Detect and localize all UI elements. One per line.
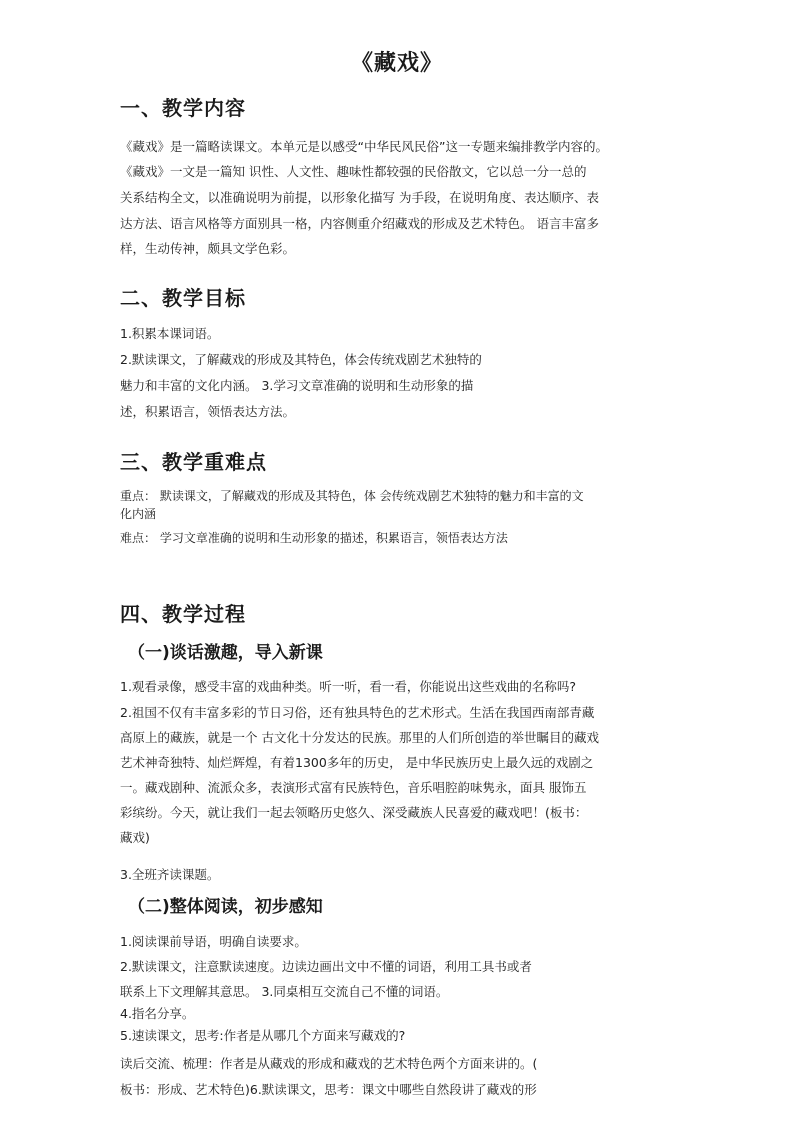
- key-point-line: 化内涵: [120, 507, 157, 521]
- section-heading-process: 四、教学过程: [120, 602, 246, 626]
- section-heading-key-points: 三、教学重难点: [120, 450, 267, 474]
- document-title: 《藏戏》: [350, 51, 443, 76]
- paragraph-line: 《藏戏》一文是一篇知 识性、人文性、趣味性都较强的民俗散文，它以总一分一总的: [120, 164, 587, 179]
- reading-line: 1.阅读课前导语，明确自读要求。: [120, 934, 307, 949]
- process-line: 藏戏): [120, 830, 150, 845]
- reading-line: 板书：形成、艺术特色)6.默读课文，思考：课文中哪些自然段讲了藏戏的形: [120, 1082, 537, 1097]
- goal-line: 述，积累语言，领悟表达方法。: [120, 404, 296, 419]
- process-line: 艺术神奇独特、灿烂辉煌，有着1300多年的历史， 是中华民族历史上最久远的戏剧之: [120, 755, 594, 770]
- section-heading-content: 一、教学内容: [120, 96, 246, 120]
- reading-line: 4.指名分享。: [120, 1006, 195, 1021]
- process-line: 1.观看录像，感受丰富的戏曲种类。听一听，看一看，你能说出这些戏曲的名称吗?: [120, 679, 577, 694]
- process-line: 一。藏戏剧种、流派众多，表演形式富有民族特色，音乐唱腔韵味隽永，面具 服饰五: [120, 780, 587, 795]
- goal-line: 2.默读课文，了解藏戏的形成及其特色，体会传统戏剧艺术独特的: [120, 352, 482, 367]
- reading-line: 5.速读课文，思考:作者是从哪几个方面来写藏戏的?: [120, 1028, 406, 1043]
- process-line: 3.全班齐读课题。: [120, 867, 220, 882]
- goal-line: 魅力和丰富的文化内涵。 3.学习文章准确的说明和生动形象的描: [120, 378, 474, 393]
- reading-line: 联系上下文理解其意思。 3.同桌相互交流自己不懂的词语。: [120, 984, 449, 999]
- process-line: 2.祖国不仅有丰富多彩的节日习俗，还有独具特色的艺术形式。生活在我国西南部青藏: [120, 705, 595, 720]
- paragraph-line: 达方法、语言风格等方面别具一格，内容侧重介绍藏戏的形成及艺术特色。 语言丰富多: [120, 216, 599, 231]
- paragraph-line: 样，生动传神，颇具文学色彩。: [120, 241, 296, 256]
- process-line: 高原上的藏族，就是一个 古文化十分发达的民族。那里的人们所创造的举世瞩目的藏戏: [120, 730, 599, 745]
- goal-line: 1.积累本课词语。: [120, 326, 220, 341]
- section-heading-goals: 二、教学目标: [120, 286, 246, 310]
- paragraph-line: 关系结构全文，以准确说明为前提，以形象化描写 为手段，在说明角度、表达顺序、表: [120, 190, 599, 205]
- subsection-heading-reading: （二)整体阅读，初步感知: [128, 897, 323, 917]
- subsection-heading-intro: （一)谈话激趣，导入新课: [128, 643, 323, 663]
- key-point-line: 重点： 默读课文，了解藏戏的形成及其特色，体 会传统戏剧艺术独特的魅力和丰富的文: [120, 489, 584, 503]
- paragraph-line: 《藏戏》是一篇略读课文。本单元是以感受“中华民风民俗”这一专题来编排教学内容的。: [120, 139, 608, 154]
- difficulty-line: 难点： 学习文章准确的说明和生动形象的描述，积累语言，领悟表达方法: [120, 531, 508, 545]
- reading-line: 2.默读课文，注意默读速度。边读边画出文中不懂的词语，利用工具书或者: [120, 959, 532, 974]
- process-line: 彩缤纷。今天，就让我们一起去领略历史悠久、深受藏族人民喜爱的藏戏吧！(板书：: [120, 805, 588, 820]
- reading-line: 读后交流、梳理：作者是从藏戏的形成和藏戏的艺术特色两个方面来讲的。(: [120, 1056, 538, 1071]
